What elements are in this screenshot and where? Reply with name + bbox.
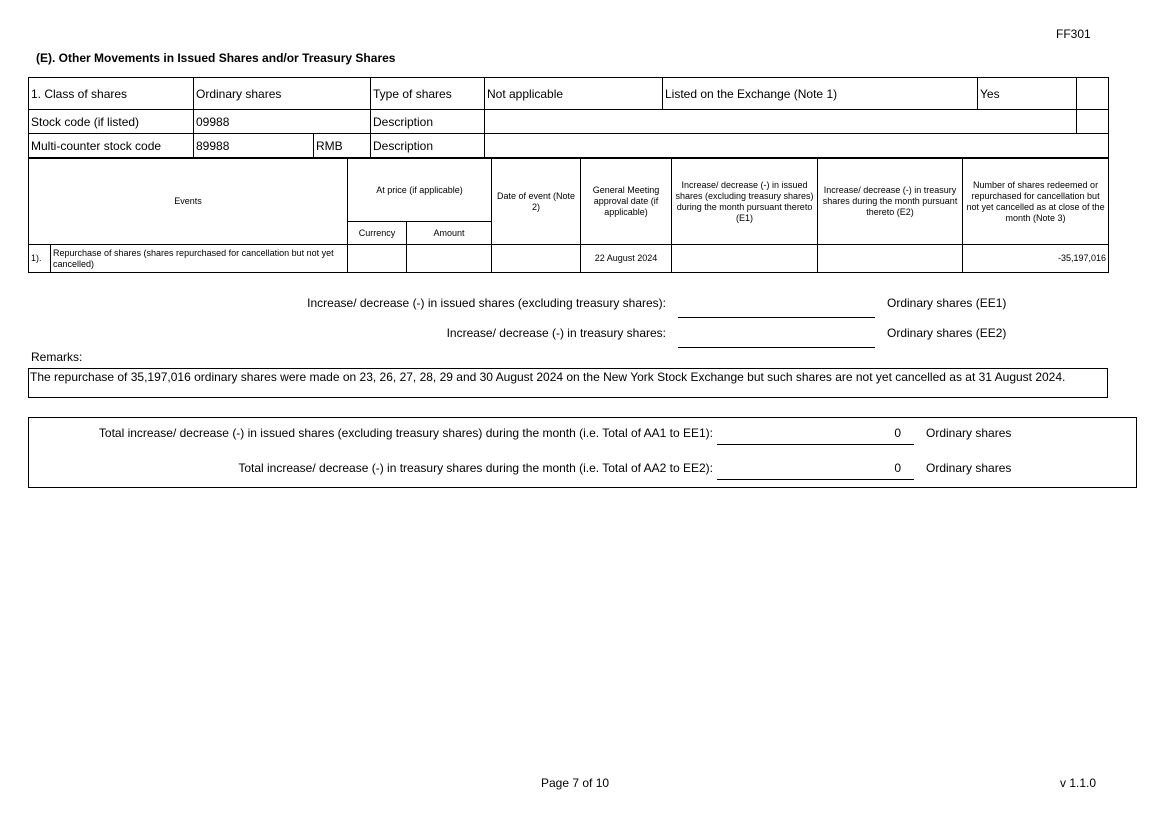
row-number: 1). <box>29 245 51 273</box>
class-of-shares-value: Ordinary shares <box>194 78 371 110</box>
row-e2 <box>818 245 963 273</box>
total-treasury-label: Total increase/ decrease (-) in treasury shares during the month (i.e. Total of AA2 to EE2): <box>238 461 713 475</box>
page-number: Page 7 of 10 <box>541 776 610 790</box>
table-row <box>29 245 1109 273</box>
amount-header: Amount <box>407 222 492 245</box>
remarks-text: The repurchase of 35,197,016 ordinary shares were made on 23, 26, 27, 28, 29 and 30 August 2024 on the New York Stock Exchange but such shares are not yet cancelled as at 31 August 2024. <box>28 368 1108 398</box>
row-e1 <box>672 245 818 273</box>
row-date-of-event <box>492 245 581 273</box>
remarks-label: Remarks: <box>31 350 83 364</box>
row-note3: -35,197,016 <box>963 245 1109 273</box>
ee1-value-line <box>678 316 875 318</box>
version: v 1.1.0 <box>1060 776 1097 790</box>
description-label-2: Description <box>371 134 485 158</box>
e1-header: Increase/ decrease (-) in issued shares (excluding treasury shares) during the month pursuant thereto (E1) <box>672 159 818 245</box>
total-issued-unit: Ordinary shares <box>926 426 1012 440</box>
form-code: FF301 <box>1056 27 1091 41</box>
row-currency <box>348 245 407 273</box>
date-of-event-header: Date of event (Note 2) <box>492 159 581 245</box>
events-table <box>28 158 1109 273</box>
share-class-info-table <box>28 77 1109 158</box>
note3-header: Number of shares redeemed or repurchased for cancellation but not yet cancelled as at close of the month (Note 3) <box>963 159 1109 245</box>
total-issued-value: 0 <box>717 426 914 445</box>
ee2-label: Increase/ decrease (-) in treasury shares: <box>446 326 666 340</box>
ee2-unit: Ordinary shares (EE2) <box>887 326 1007 340</box>
type-of-shares-label: Type of shares <box>371 78 485 110</box>
description-blank-cell <box>1077 110 1109 134</box>
at-price-header: At price (if applicable) <box>348 159 492 222</box>
stock-code-label: Stock code (if listed) <box>29 110 194 134</box>
description-value <box>485 110 1077 134</box>
total-issued-label: Total increase/ decrease (-) in issued shares (excluding treasury shares) during the month (i.e. Total of AA1 to EE1): <box>98 426 713 440</box>
currency-header: Currency <box>348 222 407 245</box>
ee2-value-line <box>678 346 875 348</box>
listed-label: Listed on the Exchange (Note 1) <box>663 78 978 110</box>
multi-counter-label: Multi-counter stock code <box>29 134 194 158</box>
ee1-unit: Ordinary shares (EE1) <box>887 296 1007 310</box>
ee1-label: Increase/ decrease (-) in issued shares (excluding treasury shares): <box>307 296 666 310</box>
total-treasury-value: 0 <box>717 461 914 480</box>
multi-counter-value: 89988 <box>194 134 314 158</box>
stock-code-value: 09988 <box>194 110 371 134</box>
description-value-2 <box>485 134 1109 158</box>
row-gm-approval: 22 August 2024 <box>581 245 672 273</box>
total-treasury-unit: Ordinary shares <box>926 461 1012 475</box>
row-amount <box>407 245 492 273</box>
multi-counter-currency: RMB <box>314 134 371 158</box>
e2-header: Increase/ decrease (-) in treasury shares during the month pursuant thereto (E2) <box>818 159 963 245</box>
class-of-shares-label: 1. Class of shares <box>29 78 194 110</box>
listed-value: Yes <box>978 78 1077 110</box>
gm-approval-header: General Meeting approval date (if applicable) <box>581 159 672 245</box>
section-title: (E). Other Movements in Issued Shares and/or Treasury Shares <box>36 51 396 65</box>
description-label: Description <box>371 110 485 134</box>
type-of-shares-value: Not applicable <box>485 78 663 110</box>
listed-blank-cell <box>1077 78 1109 110</box>
events-header: Events <box>29 159 348 245</box>
row-event: Repurchase of shares (shares repurchased for cancellation but not yet cancelled) <box>51 245 348 273</box>
